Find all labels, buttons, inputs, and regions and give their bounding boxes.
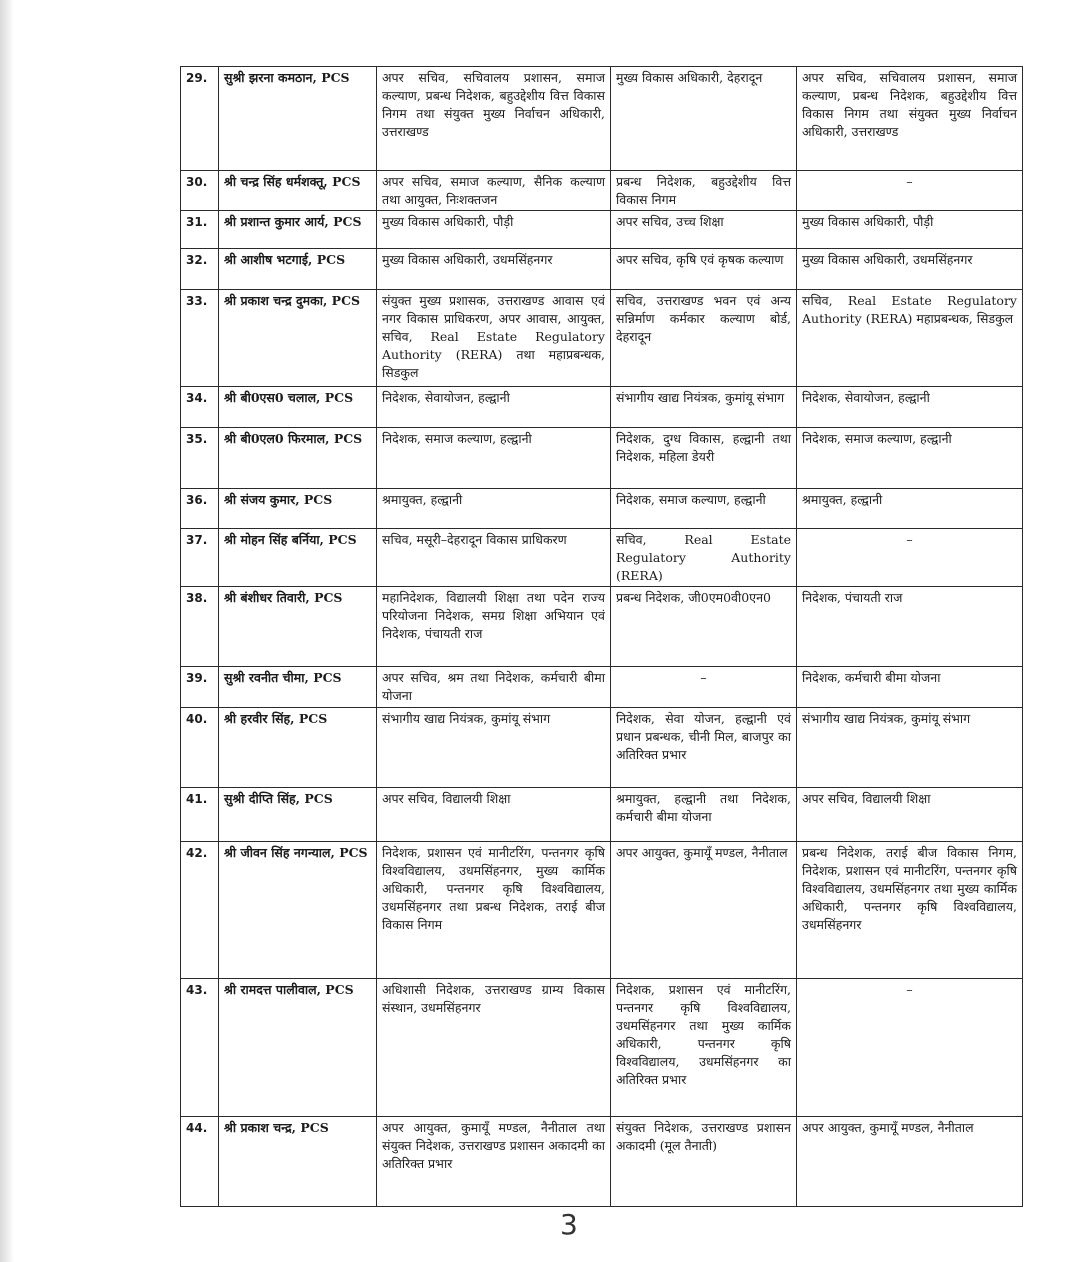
new-post: श्रमायुक्त, हल्द्वानी तथा निदेशक, कर्मचारी बीमा योजना [611, 788, 797, 842]
retained-charge: निदेशक, समाज कल्याण, हल्द्वानी [797, 428, 1023, 489]
retained-charge: प्रबन्ध निदेशक, तराई बीज विकास निगम, निदेशक, प्रशासन एवं मानीटरिंग, पन्तनगर कृषि विश्वविद्यालय, उधमसिंहनगर तथा मुख्य कार्मिक अधिकारी, पन्तनगर कृषि विश्वविद्यालय, उधमसिंहनगर [797, 842, 1023, 979]
table-row [181, 387, 1023, 428]
officer-name: सुश्री दीप्ति सिंह, PCS [219, 788, 377, 842]
current-post: संयुक्त मुख्य प्रशासक, उत्तराखण्ड आवास एवं नगर विकास प्राधिकरण, अपर आवास, आयुक्त, सचिव, Real Estate Regulatory Authority (RERA) तथा महाप्रबन्धक, सिडकुल [377, 290, 611, 387]
serial-number: 36. [181, 489, 219, 529]
current-post: अपर सचिव, सचिवालय प्रशासन, समाज कल्याण, प्रबन्ध निदेशक, बहुउद्देशीय वित्त विकास निगम तथा संयुक्त मुख्य निर्वाचन अधिकारी, उत्तराखण्ड [377, 67, 611, 171]
table-row [181, 489, 1023, 529]
officer-name: सुश्री रवनीत चीमा, PCS [219, 667, 377, 708]
serial-number: 42. [181, 842, 219, 979]
table-row [181, 171, 1023, 211]
page-edge-shadow [0, 0, 14, 1262]
new-post: अपर आयुक्त, कुमायूँ मण्डल, नैनीताल [611, 842, 797, 979]
retained-charge: – [797, 979, 1023, 1117]
serial-number: 35. [181, 428, 219, 489]
current-post: निदेशक, समाज कल्याण, हल्द्वानी [377, 428, 611, 489]
new-post: निदेशक, दुग्ध विकास, हल्द्वानी तथा निदेशक, महिला डेयरी [611, 428, 797, 489]
table-row [181, 788, 1023, 842]
table-row [181, 249, 1023, 290]
new-post: संभागीय खाद्य नियंत्रक, कुमांयू संभाग [611, 387, 797, 428]
new-post: सचिव, Real Estate Regulatory Authority (RERA) [611, 529, 797, 587]
current-post: अपर आयुक्त, कुमायूँ मण्डल, नैनीताल तथा संयुक्त निदेशक, उत्तराखण्ड प्रशासन अकादमी का अतिरिक्त प्रभार [377, 1117, 611, 1207]
retained-charge: अपर सचिव, सचिवालय प्रशासन, समाज कल्याण, प्रबन्ध निदेशक, बहुउद्देशीय वित्त विकास निगम तथा संयुक्त मुख्य निर्वाचन अधिकारी, उत्तराखण्ड [797, 67, 1023, 171]
officer-name: सुश्री झरना कमठान, PCS [219, 67, 377, 171]
current-post: संभागीय खाद्य नियंत्रक, कुमांयू संभाग [377, 708, 611, 788]
current-post: महानिदेशक, विद्यालयी शिक्षा तथा पदेन राज्य परियोजना निदेशक, समग्र शिक्षा अभियान एवं निदेशक, पंचायती राज [377, 587, 611, 667]
serial-number: 34. [181, 387, 219, 428]
table-row [181, 290, 1023, 387]
retained-charge: निदेशक, पंचायती राज [797, 587, 1023, 667]
current-post: निदेशक, प्रशासन एवं मानीटरिंग, पन्तनगर कृषि विश्वविद्यालय, उधमसिंहनगर, मुख्य कार्मिक अधिकारी, पन्तनगर कृषि विश्वविद्यालय, उधमसिंहनगर तथा प्रबन्ध निदेशक, तराई बीज विकास निगम [377, 842, 611, 979]
retained-charge: संभागीय खाद्य नियंत्रक, कुमांयू संभाग [797, 708, 1023, 788]
officer-name: श्री हरवीर सिंह, PCS [219, 708, 377, 788]
officer-name: श्री बी0एल0 फिरमाल, PCS [219, 428, 377, 489]
officer-name: श्री संजय कुमार, PCS [219, 489, 377, 529]
officer-name: श्री चन्द्र सिंह धर्मशक्तू, PCS [219, 171, 377, 211]
retained-charge: अपर सचिव, विद्यालयी शिक्षा [797, 788, 1023, 842]
table-row [181, 708, 1023, 788]
serial-number: 44. [181, 1117, 219, 1207]
retained-charge: – [797, 171, 1023, 211]
officer-name: श्री बंशीधर तिवारी, PCS [219, 587, 377, 667]
serial-number: 40. [181, 708, 219, 788]
serial-number: 31. [181, 211, 219, 249]
serial-number: 33. [181, 290, 219, 387]
retained-charge: मुख्य विकास अधिकारी, उधमसिंहनगर [797, 249, 1023, 290]
retained-charge: सचिव, Real Estate Regulatory Authority (RERA) महाप्रबन्धक, सिडकुल [797, 290, 1023, 387]
current-post: सचिव, मसूरी–देहरादून विकास प्राधिकरण [377, 529, 611, 587]
new-post: निदेशक, समाज कल्याण, हल्द्वानी [611, 489, 797, 529]
table-row [181, 587, 1023, 667]
officer-name: श्री रामदत्त पालीवाल, PCS [219, 979, 377, 1117]
retained-charge: निदेशक, कर्मचारी बीमा योजना [797, 667, 1023, 708]
officer-name: श्री प्रकाश चन्द्र, PCS [219, 1117, 377, 1207]
retained-charge: मुख्य विकास अधिकारी, पौड़ी [797, 211, 1023, 249]
serial-number: 43. [181, 979, 219, 1117]
serial-number: 37. [181, 529, 219, 587]
new-post: सचिव, उत्तराखण्ड भवन एवं अन्य सन्निर्माण कर्मकार कल्याण बोर्ड, देहरादून [611, 290, 797, 387]
table-row [181, 428, 1023, 489]
serial-number: 29. [181, 67, 219, 171]
table-row [181, 211, 1023, 249]
current-post: मुख्य विकास अधिकारी, उधमसिंहनगर [377, 249, 611, 290]
officer-name: श्री मोहन सिंह बर्निया, PCS [219, 529, 377, 587]
new-post: संयुक्त निदेशक, उत्तराखण्ड प्रशासन अकादमी (मूल तैनाती) [611, 1117, 797, 1207]
officer-name: श्री बी0एस0 चलाल, PCS [219, 387, 377, 428]
retained-charge: श्रमायुक्त, हल्द्वानी [797, 489, 1023, 529]
new-post: अपर सचिव, कृषि एवं कृषक कल्याण [611, 249, 797, 290]
new-post: – [611, 667, 797, 708]
new-post: निदेशक, प्रशासन एवं मानीटरिंग, पन्तनगर कृषि विश्वविद्यालय, उधमसिंहनगर तथा मुख्य कार्मिक अधिकारी, पन्तनगर कृषि विश्वविद्यालय, उधमसिंहनगर का अतिरिक्त प्रभार [611, 979, 797, 1117]
serial-number: 30. [181, 171, 219, 211]
new-post: प्रबन्ध निदेशक, बहुउद्देशीय वित्त विकास निगम [611, 171, 797, 211]
table-row [181, 67, 1023, 171]
new-post: मुख्य विकास अधिकारी, देहरादून [611, 67, 797, 171]
new-post: प्रबन्ध निदेशक, जी0एम0वी0एन0 [611, 587, 797, 667]
table-row [181, 529, 1023, 587]
table-row [181, 667, 1023, 708]
serial-number: 41. [181, 788, 219, 842]
retained-charge: – [797, 529, 1023, 587]
current-post: अपर सचिव, विद्यालयी शिक्षा [377, 788, 611, 842]
current-post: निदेशक, सेवायोजन, हल्द्वानी [377, 387, 611, 428]
serial-number: 38. [181, 587, 219, 667]
serial-number: 32. [181, 249, 219, 290]
table-row [181, 842, 1023, 979]
transfer-table [180, 66, 1023, 1207]
officer-name: श्री प्रकाश चन्द्र दुमका, PCS [219, 290, 377, 387]
current-post: मुख्य विकास अधिकारी, पौड़ी [377, 211, 611, 249]
current-post: अधिशासी निदेशक, उत्तराखण्ड ग्राम्य विकास संस्थान, उधमसिंहनगर [377, 979, 611, 1117]
table-row [181, 979, 1023, 1117]
retained-charge: निदेशक, सेवायोजन, हल्द्वानी [797, 387, 1023, 428]
officer-name: श्री प्रशान्त कुमार आर्य, PCS [219, 211, 377, 249]
new-post: अपर सचिव, उच्च शिक्षा [611, 211, 797, 249]
current-post: श्रमायुक्त, हल्द्वानी [377, 489, 611, 529]
officer-name: श्री आशीष भटगाई, PCS [219, 249, 377, 290]
page-number: 3 [560, 1208, 578, 1241]
current-post: अपर सचिव, समाज कल्याण, सैनिक कल्याण तथा आयुक्त, निःशक्तजन [377, 171, 611, 211]
officer-name: श्री जीवन सिंह नगन्याल, PCS [219, 842, 377, 979]
table-row [181, 1117, 1023, 1207]
new-post: निदेशक, सेवा योजन, हल्द्वानी एवं प्रधान प्रबन्धक, चीनी मिल, बाजपुर का अतिरिक्त प्रभार [611, 708, 797, 788]
retained-charge: अपर आयुक्त, कुमायूँ मण्डल, नैनीताल [797, 1117, 1023, 1207]
current-post: अपर सचिव, श्रम तथा निदेशक, कर्मचारी बीमा योजना [377, 667, 611, 708]
serial-number: 39. [181, 667, 219, 708]
